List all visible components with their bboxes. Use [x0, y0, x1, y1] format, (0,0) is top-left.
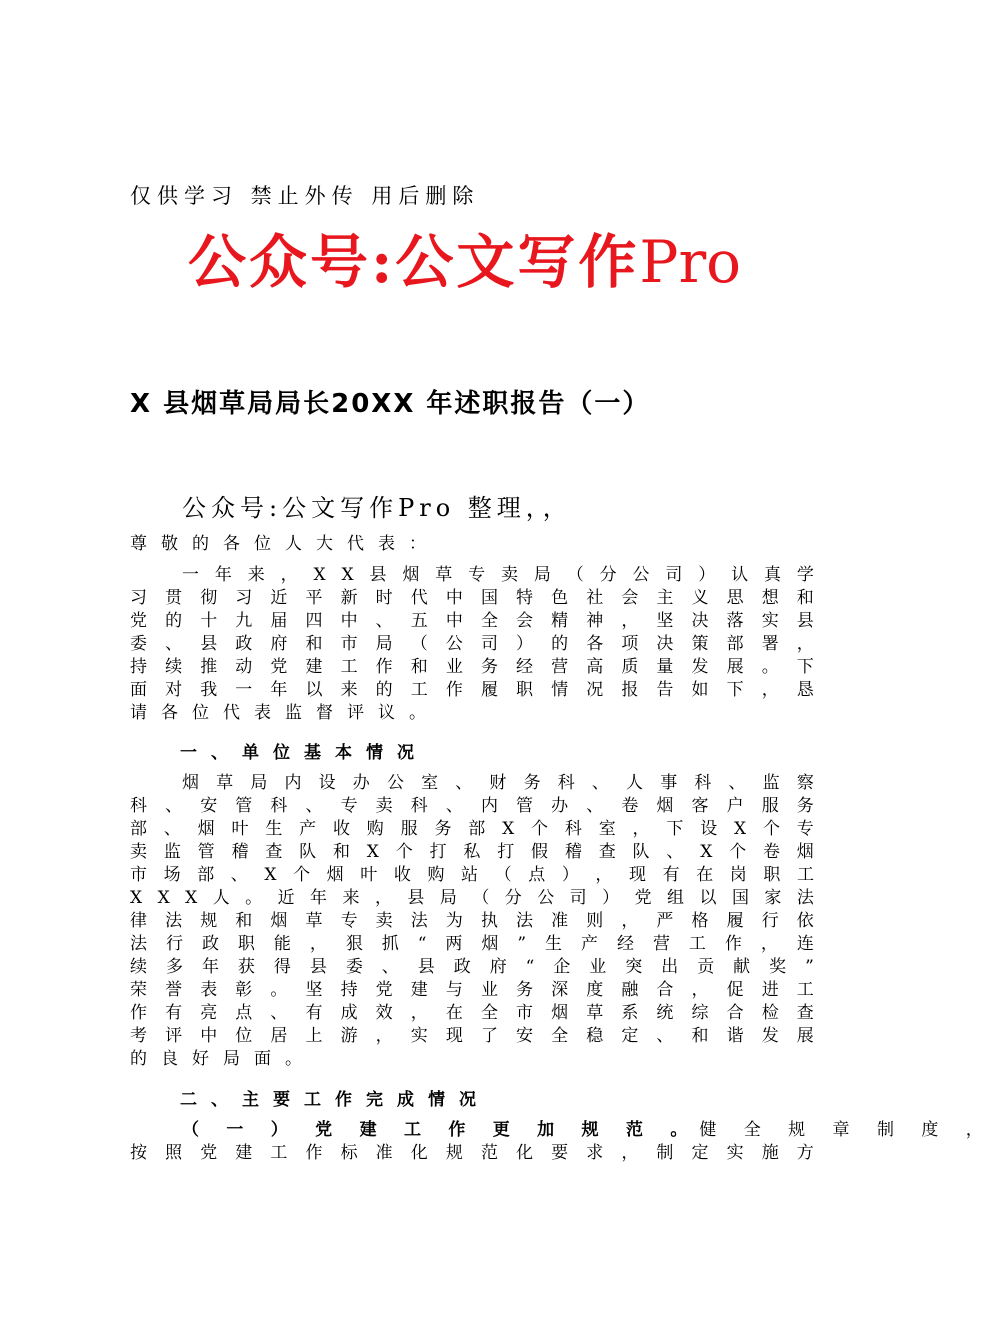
section1-paragraph: [130, 772, 814, 1071]
paragraph-line: 党 的 十 九 届 四 中 、 五 中 全 会 精 神 ， 坚 决 落 实 县: [130, 611, 814, 631]
paragraph-line: 请各位代表监督评议。: [130, 703, 440, 723]
paragraph-line: X X X 人 。 近 年 来 ， 县 局 （ 分 公 司 ） 党 组 以 国 家 法: [130, 888, 814, 908]
paragraph-text: 健 全 规 章 制 度 ，: [699, 1120, 995, 1140]
paragraph-line: 作 有 亮 点 、 有 成 效 ， 在 全 市 烟 草 系 统 综 合 检 查: [130, 1003, 814, 1023]
paragraph-line: 习 贯 彻 习 近 平 新 时 代 中 国 特 色 社 会 主 义 思 想 和: [130, 588, 814, 608]
paragraph-line: 荣 誉 表 彰 。 坚 持 党 建 与 业 务 深 度 融 合 ， 促 进 工: [130, 980, 814, 1000]
paragraph-line: 委 、 县 政 府 和 市 局 （ 公 司 ） 的 各 项 决 策 部 署 ，: [130, 634, 814, 654]
paragraph-line: 的良好局面。: [130, 1049, 316, 1069]
document-title: X 县烟草局局长20XX 年述职报告（一）: [130, 389, 651, 419]
paragraph-line: 市 场 部 、 X 个 烟 叶 收 购 站 （ 点 ） ， 现 有 在 岗 职 工: [130, 865, 814, 885]
subsection-heading: （ 一 ） 党 建 工 作 更 加 规 范 。: [182, 1120, 700, 1140]
paragraph-line: 科 、 安 管 科 、 专 卖 科 、 内 管 办 、 卷 烟 客 户 服 务: [130, 796, 814, 816]
intro-paragraph: [130, 564, 814, 725]
account-banner: [188, 222, 741, 302]
banner-latin: Pro: [639, 228, 742, 296]
paragraph-line: 一 年 来 ， X X 县 烟 草 专 卖 局 （ 分 公 司 ） 认 真 学: [182, 565, 814, 585]
paragraph-line: 按 照 党 建 工 作 标 准 化 规 范 化 要 求 ， 制 定 实 施 方: [130, 1143, 814, 1163]
section-heading: 一、单位基本情况: [180, 743, 428, 763]
paragraph-line: 续 多 年 获 得 县 委 、 县 政 府 “ 企 业 突 出 贡 献 奖 ”: [130, 957, 814, 977]
section2-paragraph: [130, 1119, 995, 1165]
banner-chinese: 公众号:公文写作: [188, 228, 640, 296]
salutation: 尊敬的各位人大代表：: [130, 534, 440, 554]
paragraph-line: 部 、 烟 叶 生 产 收 购 服 务 部 X 个 科 室 ， 下 设 X 个 专: [130, 819, 814, 839]
usage-notice: 仅供学习 禁止外传 用后删除: [130, 184, 480, 208]
section-heading: 二、主要工作完成情况: [180, 1090, 490, 1110]
paragraph-line: 律 法 规 和 烟 草 专 卖 法 为 执 法 准 则 ， 严 格 履 行 依: [130, 911, 814, 931]
paragraph-line: 面 对 我 一 年 以 来 的 工 作 履 职 情 况 报 告 如 下 ， 恳: [130, 680, 814, 700]
paragraph-line: 烟 草 局 内 设 办 公 室 、 财 务 科 、 人 事 科 、 监 察: [182, 773, 814, 793]
paragraph-line: 卖 监 管 稽 查 队 和 X 个 打 私 打 假 稽 查 队 、 X 个 卷 烟: [130, 842, 814, 862]
paragraph-line: 考 评 中 位 居 上 游 ， 实 现 了 安 全 稳 定 、 和 谐 发 展: [130, 1026, 814, 1046]
paragraph-line: 持 续 推 动 党 建 工 作 和 业 务 经 营 高 质 量 发 展 。 下: [130, 657, 814, 677]
source-line: 公众号:公文写作Pro 整理，，: [182, 494, 572, 522]
paragraph-line: 法 行 政 职 能 ， 狠 抓 “ 两 烟 ” 生 产 经 营 工 作 ， 连: [130, 934, 814, 954]
paragraph-line: [130, 1119, 995, 1142]
